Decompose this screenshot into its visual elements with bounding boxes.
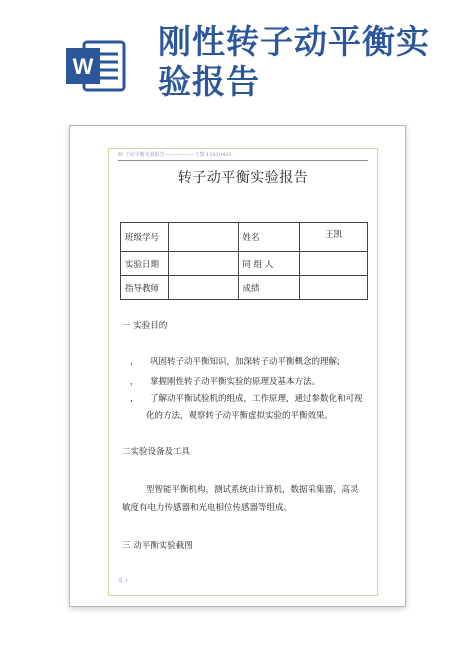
page-number: 页 1 [118,578,128,584]
table-cell [300,276,368,300]
running-head: 转 子动平衡实验报告——————王凯 11010431 [118,152,232,158]
table-cell: 班级学号 [121,223,169,252]
objective-text: 掌握刚性转子动平衡实验的原理及基本方法。 [150,377,321,387]
table-cell: 同 组 人 [238,252,300,276]
equipment-text: 型智能平衡机构，测试系统由计算机，数据采集器，高灵 [146,485,359,495]
table-cell [168,223,238,252]
objective-bullet: ， [130,357,139,367]
section1-heading: 一 实验目的 [122,321,168,331]
section2-heading: 二实验设备及工具 [122,447,191,457]
document-title: 转子动平衡实验报告 [177,170,309,186]
objective-continuation: 化的方法，观察转子动平衡虚拟实验的平衡效果。 [146,411,334,421]
svg-text:W: W [72,54,94,79]
equipment-text: 敏度有电力传感器和光电相位传感器等组成。 [122,503,293,513]
table-row [121,276,368,300]
objective-text: 了解动平衡试验机的组成，工作原理，通过参数化和可视 [150,394,363,404]
table-row [121,223,368,252]
table-cell: 指导教师 [121,276,169,300]
objective-text: 巩固转子动平衡知识，加深转子动平衡概念的理解; [150,357,340,367]
table-cell [168,252,238,276]
objective-bullet: ， [130,377,139,387]
banner-title-line1: 刚性转子动平衡实 [158,22,430,61]
table-cell: 姓名 [238,223,300,252]
table-row [121,252,368,276]
table-cell: 王凯 [300,223,368,252]
word-icon [62,36,132,96]
banner-title [158,22,458,102]
banner [0,0,474,124]
objective-bullet: ， [130,394,139,404]
table-cell [168,276,238,300]
banner-title-line2: 验报告 [158,62,260,101]
info-table [120,222,368,300]
header-rule [118,160,368,161]
page-border [108,148,378,596]
table-cell: 成绩 [238,276,300,300]
table-cell: 实验日期 [121,252,169,276]
section3-heading: 三 动平衡实验截图 [122,541,193,551]
table-cell [300,252,368,276]
